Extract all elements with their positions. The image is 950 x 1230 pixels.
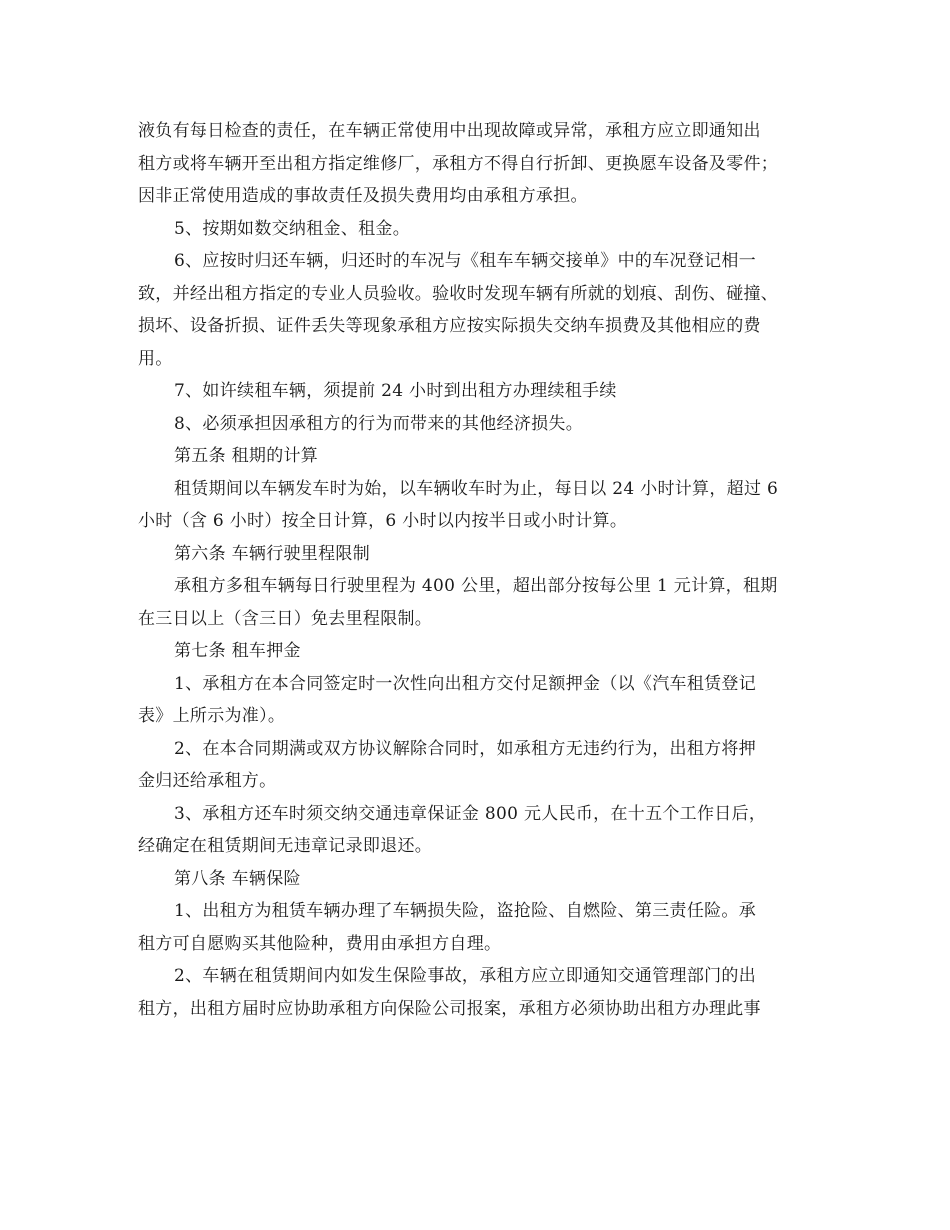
text-line: 致，并经出租方指定的专业人员验收。验收时发现车辆有所就的划痕、刮伤、碰撞、 [138,283,779,304]
text-line: 2、车辆在租赁期间内如发生保险事故，承租方应立即通知交通管理部门的出 [174,966,757,986]
text-line: 金归还给承租方。 [138,771,277,791]
text-line: 租方可自愿购买其他险种，费用由承担方自理。 [138,933,502,954]
text-line: 5、按期如数交纳租金、租金。 [174,218,411,239]
text-line: 1、出租方为租赁车辆办理了车辆损失险，盗抢险、自燃险、第三责任险。承 [174,901,757,921]
text-line: 承租方多租车辆每日行驶里程为 400 公里，超出部分按每公里 1 元计算，租期 [174,576,778,596]
document-body [138,115,815,1025]
text-line: 2、在本合同期满或双方协议解除合同时，如承租方无违约行为，出租方将押 [174,738,757,759]
text-line: 7、如许续租车辆，须提前 24 小时到出租方办理续租手续 [174,381,617,401]
text-line: 用。 [138,348,173,369]
text-line: 因非正常使用造成的事故责任及损失费用均由承租方承担。 [138,186,588,206]
text-line: 第七条 租车押金 [174,641,301,661]
text-line: 小时（含 6 小时）按全日计算，6 小时以内按半日或小时计算。 [138,511,628,531]
text-line: 租赁期间以车辆发车时为始，以车辆收车时为止，每日以 24 小时计算，超过 6 [174,478,779,499]
text-line: 第八条 车辆保险 [174,868,301,889]
text-line: 第六条 车辆行驶里程限制 [174,543,371,564]
text-line: 租方或将车辆开至出租方指定维修厂，承租方不得自行折卸、更换愿车设备及零件； [138,153,779,174]
text-line: 液负有每日检查的责任，在车辆正常使用中出现故障或异常，承租方应立即通知出 [138,121,761,141]
text-line: 经确定在租赁期间无违章记录即退还。 [138,836,433,856]
text-line: 在三日以上（含三日）免去里程限制。 [138,608,433,629]
text-line: 损坏、设备折损、证件丢失等现象承租方应按实际损失交纳车损费及其他相应的费 [138,316,761,336]
text-line: 3、承租方还车时须交纳交通违章保证金 800 元人民币，在十五个工作日后， [174,803,767,824]
text-line: 1、承租方在本合同签定时一次性向出租方交付足额押金（以《汽车租赁登记 [174,673,757,694]
text-line: 租方，出租方届时应协助承租方向保险公司报案，承租方必须协助出租方办理此事 [138,998,761,1019]
text-line: 8、必须承担因承租方的行为而带来的其他经济损失。 [174,413,584,434]
text-line: 6、应按时归还车辆，归还时的车况与《租车车辆交接单》中的车况登记相一 [174,251,757,271]
text-line: 第五条 租期的计算 [174,446,319,466]
text-line: 表》上所示为准）。 [138,706,286,726]
